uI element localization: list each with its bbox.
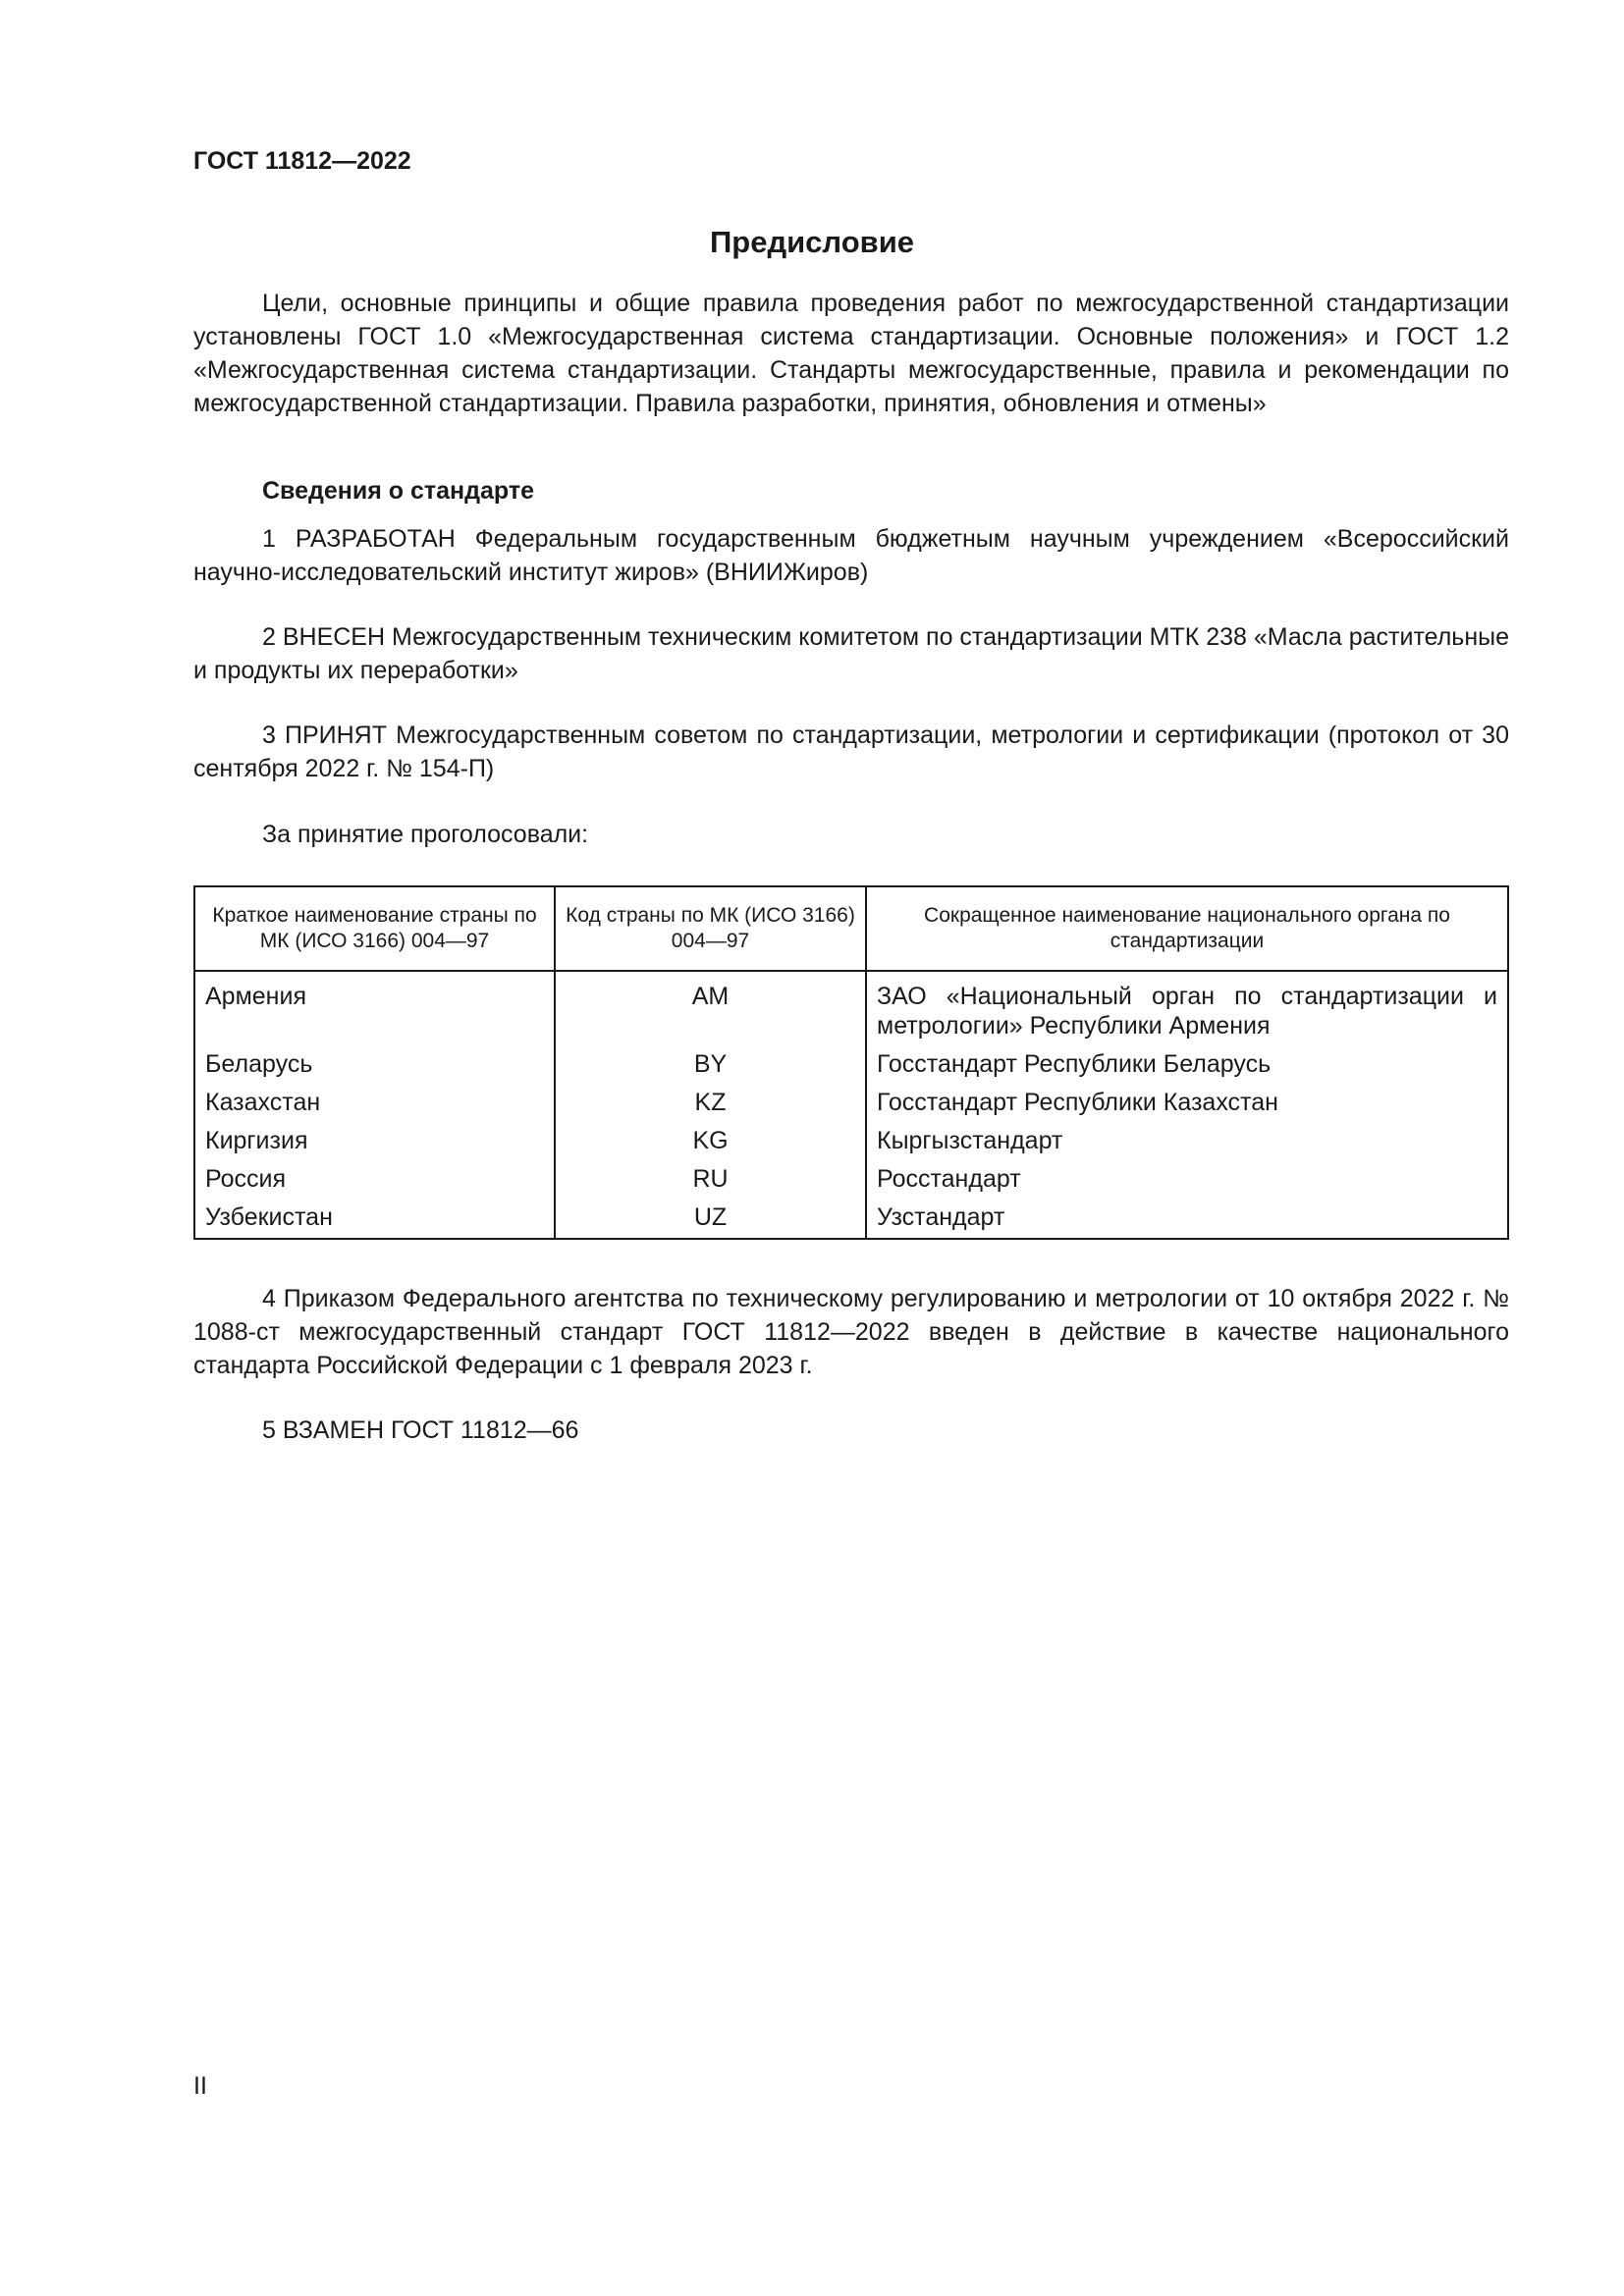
table-row	[194, 1049, 1508, 1088]
country-cell: Узбекистан	[194, 1202, 555, 1239]
voting-countries-table	[193, 885, 1509, 1240]
table-row	[194, 1202, 1508, 1239]
code-cell: AM	[555, 971, 866, 1049]
country-cell: Киргизия	[194, 1126, 555, 1164]
item-2-submitted: 2 ВНЕСЕН Межгосударственным техническим комитетом по стандартизации МТК 238 «Масла растительные и продукты их переработки»	[193, 623, 1509, 684]
code-cell: UZ	[555, 1202, 866, 1239]
vote-label: За принятие проголосовали:	[262, 821, 589, 848]
item-4-enacted: 4 Приказом Федерального агентства по техническому регулированию и метрологии от 10 октября 2022 г. № 1088-ст межгосударственный стандарт ГОСТ 11812—2022 введен в действие в качестве национального стандарта Российской Федерации с 1 февраля 2023 г.	[193, 1285, 1509, 1379]
item-5-replaces: 5 ВЗАМЕН ГОСТ 11812—66	[262, 1416, 579, 1444]
code-cell: RU	[555, 1164, 866, 1202]
page-title: Предисловие	[709, 225, 914, 259]
table-row	[194, 1088, 1508, 1126]
country-cell: Беларусь	[194, 1049, 555, 1088]
intro-paragraph: Цели, основные принципы и общие правила проведения работ по межгосударственной стандартизации установлены ГОСТ 1.0 «Межгосударственная система стандартизации. Основные положения» и ГОСТ 1.2 «Межгосударственная система стандартизации. Стандарты межгосударственные, правила и рекомендации по межгосударственной стандартизации. Правила разработки, принятия, обновления и отмены»	[193, 290, 1509, 417]
code-cell: KG	[555, 1126, 866, 1164]
item-1-developed: 1 РАЗРАБОТАН Федеральным государственным бюджетным научным учреждением «Всероссийский научно-исследовательский институт жиров» (ВНИИЖиров)	[193, 525, 1509, 586]
header-national-body: Сокращенное наименование национального органа по стандартизации	[866, 886, 1508, 971]
document-code: ГОСТ 11812—2022	[193, 147, 411, 175]
code-cell: BY	[555, 1049, 866, 1088]
country-cell: Россия	[194, 1164, 555, 1202]
code-cell: KZ	[555, 1088, 866, 1126]
country-cell: Армения	[194, 971, 555, 1049]
table-row	[194, 1164, 1508, 1202]
country-cell: Казахстан	[194, 1088, 555, 1126]
body-cell: Госстандарт Республики Беларусь	[866, 1049, 1508, 1088]
body-cell: Росстандарт	[866, 1164, 1508, 1202]
body-cell: Узстандарт	[866, 1202, 1508, 1239]
standard-info-heading: Сведения о стандарте	[262, 477, 535, 505]
header-country-code: Код страны по МК (ИСО 3166) 004—97	[555, 886, 866, 971]
body-cell: ЗАО «Национальный орган по стандартизации и метрологии» Республики Армения	[866, 971, 1508, 1049]
body-cell: Кыргызстандарт	[866, 1126, 1508, 1164]
header-country-name: Краткое наименование страны по МК (ИСО 3166) 004—97	[194, 886, 555, 971]
table-row	[194, 971, 1508, 1049]
table-header-row	[194, 886, 1508, 971]
table-row	[194, 1126, 1508, 1164]
body-cell: Госстандарт Республики Казахстан	[866, 1088, 1508, 1126]
item-3-adopted: 3 ПРИНЯТ Межгосударственным советом по стандартизации, метрологии и сертификации (протокол от 30 сентября 2022 г. № 154-П)	[193, 721, 1509, 782]
page-number: II	[193, 2072, 207, 2100]
